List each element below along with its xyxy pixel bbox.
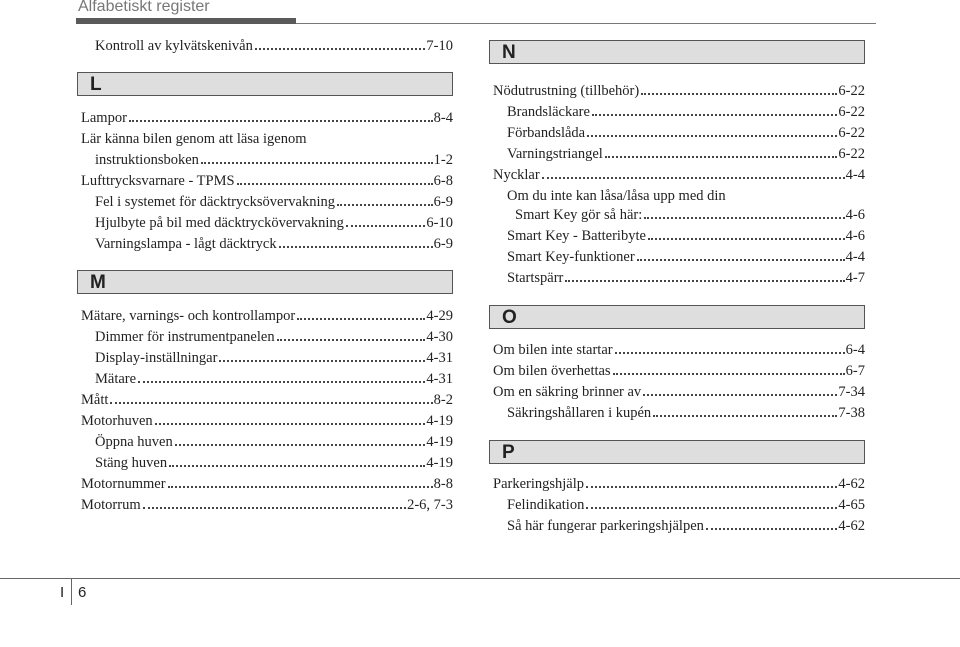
entry-text: Smart Key-funktioner xyxy=(507,249,635,265)
entry-text: Nödutrustning (tillbehör) xyxy=(493,83,640,99)
entry-text: Lampor xyxy=(81,110,127,126)
index-entry xyxy=(81,213,453,233)
leader-dots xyxy=(644,217,844,219)
index-entry xyxy=(81,150,453,170)
entry-page: 6-10 xyxy=(426,215,453,231)
index-entry xyxy=(493,165,865,185)
entry-page: 6-9 xyxy=(433,194,453,210)
index-entry xyxy=(493,495,865,515)
index-entry xyxy=(81,234,453,254)
entry-page: 6-22 xyxy=(838,125,865,141)
leader-dots xyxy=(346,225,426,227)
entry-text: Parkeringshjälp xyxy=(493,476,585,492)
leader-dots xyxy=(542,177,845,179)
entry-text: Fel i systemet för däcktrycksövervakning xyxy=(95,194,335,210)
index-entry xyxy=(81,306,453,326)
entry-page: 4-4 xyxy=(845,249,865,265)
leader-dots xyxy=(586,486,837,488)
entry-text: Lufttrycksvarnare - TPMS xyxy=(81,173,235,189)
leader-dots xyxy=(643,394,837,396)
index-entry xyxy=(493,186,865,206)
index-entry xyxy=(81,36,453,56)
index-entry xyxy=(493,516,865,536)
index-entry xyxy=(81,369,453,389)
entry-text: Om bilen överhettas xyxy=(493,363,611,379)
entry-page: 6-4 xyxy=(845,342,865,358)
index-entry xyxy=(81,453,453,473)
entry-text: Lär känna bilen genom att läsa igenom xyxy=(81,131,307,147)
entry-text: Dimmer för instrumentpanelen xyxy=(95,329,275,345)
index-entry xyxy=(493,268,865,288)
section-letter: P xyxy=(502,442,515,463)
index-entry xyxy=(493,205,865,225)
entry-text: Display-inställningar xyxy=(95,350,218,366)
section-header-m xyxy=(77,270,453,294)
leader-dots xyxy=(297,318,425,320)
leader-dots xyxy=(279,246,433,248)
section-letter: L xyxy=(90,74,102,95)
entry-text: Hjulbyte på bil med däcktryckövervakning xyxy=(95,215,344,231)
index-entry xyxy=(81,108,453,128)
footer-page-number: 6 xyxy=(78,584,87,601)
index-entry xyxy=(493,403,865,423)
leader-dots xyxy=(255,48,426,50)
index-entry xyxy=(493,102,865,122)
entry-text: Kontroll av kylvätskenivån xyxy=(95,38,253,54)
index-entry xyxy=(493,361,865,381)
index-entry xyxy=(81,390,453,410)
index-entry xyxy=(81,327,453,347)
page-header xyxy=(76,0,876,26)
leader-dots xyxy=(143,507,406,509)
section-header-n xyxy=(489,40,865,64)
entry-text: Om bilen inte startar xyxy=(493,342,613,358)
entry-text: Brandsläckare xyxy=(507,104,590,120)
leader-dots xyxy=(129,120,433,122)
leader-dots xyxy=(586,507,837,509)
entry-page: 4-7 xyxy=(845,270,865,286)
entry-text: Motorhuven xyxy=(81,413,153,429)
leader-dots xyxy=(175,444,426,446)
entry-page: 7-38 xyxy=(838,405,865,421)
entry-page: 2-6, 7-3 xyxy=(407,497,453,513)
entry-text: Säkringshållaren i kupén xyxy=(507,405,652,421)
entry-text: Smart Key gör så här: xyxy=(515,207,643,223)
header-bar xyxy=(76,18,296,24)
index-entry xyxy=(493,382,865,402)
leader-dots xyxy=(110,402,432,404)
index-entry xyxy=(493,123,865,143)
entry-page: 8-2 xyxy=(433,392,453,408)
entry-text: Nycklar xyxy=(493,167,540,183)
entry-text: Mätare xyxy=(95,371,137,387)
index-entry xyxy=(81,171,453,191)
entry-page: 4-6 xyxy=(845,228,865,244)
entry-text: Så här fungerar parkeringshjälpen xyxy=(507,518,704,534)
entry-text: Mätare, varnings- och kontrollampor xyxy=(81,308,296,324)
section-letter: M xyxy=(90,272,106,293)
entry-page: 4-19 xyxy=(426,434,453,450)
entry-page: 6-22 xyxy=(838,83,865,99)
index-entry xyxy=(493,81,865,101)
index-entry xyxy=(81,432,453,452)
index-entry xyxy=(493,144,865,164)
entry-page: 4-62 xyxy=(838,518,865,534)
entry-page: 4-65 xyxy=(838,497,865,513)
entry-page: 7-34 xyxy=(838,384,865,400)
leader-dots xyxy=(219,360,425,362)
footer-section-prefix: I xyxy=(60,584,65,601)
index-entry xyxy=(81,129,453,149)
entry-page: 8-4 xyxy=(433,110,453,126)
entry-page: 4-29 xyxy=(426,308,453,324)
entry-text: Felindikation xyxy=(507,497,585,513)
leader-dots xyxy=(637,259,845,261)
entry-text: Mått xyxy=(81,392,109,408)
leader-dots xyxy=(277,339,426,341)
entry-page: 4-19 xyxy=(426,455,453,471)
entry-page: 4-31 xyxy=(426,371,453,387)
page-title: Alfabetiskt register xyxy=(78,0,210,15)
entry-text: Om en säkring brinner av xyxy=(493,384,642,400)
leader-dots xyxy=(337,204,433,206)
entry-text: Motornummer xyxy=(81,476,166,492)
index-entry xyxy=(493,226,865,246)
entry-text: instruktionsboken xyxy=(95,152,199,168)
leader-dots xyxy=(587,135,837,137)
entry-page: 6-22 xyxy=(838,146,865,162)
entry-page: 4-31 xyxy=(426,350,453,366)
entry-page: 4-62 xyxy=(838,476,865,492)
index-entry xyxy=(493,340,865,360)
index-entry xyxy=(81,495,453,515)
section-header-p xyxy=(489,440,865,464)
leader-dots xyxy=(648,238,845,240)
entry-page: 4-30 xyxy=(426,329,453,345)
entry-page: 4-19 xyxy=(426,413,453,429)
index-entry xyxy=(493,474,865,494)
index-entry xyxy=(493,247,865,267)
leader-dots xyxy=(605,156,838,158)
footer-rule xyxy=(0,578,960,579)
leader-dots xyxy=(613,373,845,375)
entry-page: 6-9 xyxy=(433,236,453,252)
section-header-o xyxy=(489,305,865,329)
footer-divider xyxy=(71,579,72,605)
leader-dots xyxy=(565,280,844,282)
leader-dots xyxy=(237,183,433,185)
entry-text: Varningslampa - lågt däcktryck xyxy=(95,236,277,252)
entry-text: Förbandslåda xyxy=(507,125,586,141)
leader-dots xyxy=(168,486,433,488)
entry-page: 1-2 xyxy=(433,152,453,168)
index-entry xyxy=(81,192,453,212)
leader-dots xyxy=(615,352,845,354)
leader-dots xyxy=(653,415,837,417)
leader-dots xyxy=(169,465,425,467)
leader-dots xyxy=(201,162,433,164)
entry-page: 6-22 xyxy=(838,104,865,120)
header-rule xyxy=(296,23,876,24)
entry-page: 4-4 xyxy=(845,167,865,183)
leader-dots xyxy=(706,528,838,530)
entry-page: 4-6 xyxy=(845,207,865,223)
entry-text: Varningstriangel xyxy=(507,146,603,162)
entry-text: Stäng huven xyxy=(95,455,168,471)
leader-dots xyxy=(592,114,837,116)
entry-page: 6-8 xyxy=(433,173,453,189)
leader-dots xyxy=(138,381,425,383)
index-entry xyxy=(81,411,453,431)
entry-text: Startspärr xyxy=(507,270,564,286)
entry-page: 6-7 xyxy=(845,363,865,379)
entry-page: 7-10 xyxy=(426,38,453,54)
leader-dots xyxy=(155,423,426,425)
entry-text: Motorrum xyxy=(81,497,141,513)
entry-page: 8-8 xyxy=(433,476,453,492)
index-entry xyxy=(81,474,453,494)
entry-text: Smart Key - Batteribyte xyxy=(507,228,646,244)
section-header-l xyxy=(77,72,453,96)
entry-text: Om du inte kan låsa/låsa upp med din xyxy=(507,188,726,204)
section-letter: N xyxy=(502,42,516,63)
leader-dots xyxy=(641,93,837,95)
section-letter: O xyxy=(502,307,517,328)
index-entry xyxy=(81,348,453,368)
entry-text: Öppna huven xyxy=(95,434,173,450)
